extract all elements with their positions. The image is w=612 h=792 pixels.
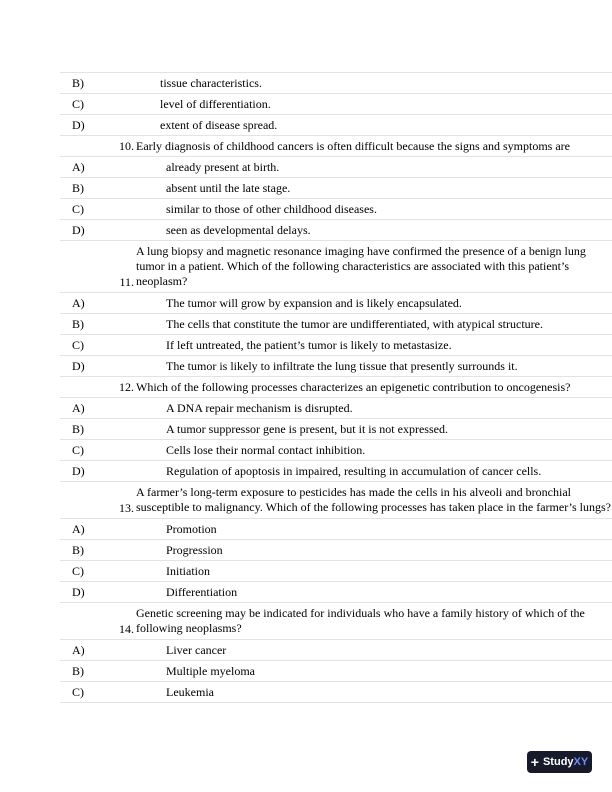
option-row [60,293,612,314]
option-label: A) [60,157,136,178]
option-text: Liver cancer [136,640,612,661]
option-text: Differentiation [136,582,612,603]
option-label: A) [60,398,136,419]
option-row [60,682,612,703]
option-label: C) [60,199,136,220]
option-text: absent until the late stage. [136,178,612,199]
question-stem: Which of the following processes characterizes an epigenetic contribution to oncogenesis? [136,377,612,398]
question-row [60,241,612,293]
option-label: B) [60,73,136,94]
option-label: B) [60,419,136,440]
question-row [60,136,612,157]
option-row [60,540,612,561]
question-row [60,603,612,640]
logo-text-suffix: XY [573,756,589,768]
option-row [60,398,612,419]
option-text: A tumor suppressor gene is present, but it is not expressed. [136,419,612,440]
question-row [60,482,612,519]
option-row [60,661,612,682]
question-stem: Early diagnosis of childhood cancers is often difficult because the signs and symptoms are [136,136,612,157]
option-text: The tumor will grow by expansion and is likely encapsulated. [136,293,612,314]
option-text: similar to those of other childhood diseases. [136,199,612,220]
option-text: Multiple myeloma [136,661,612,682]
logo-text [543,756,588,768]
option-text: Promotion [136,519,612,540]
studyxy-logo[interactable] [527,751,592,773]
option-row [60,461,612,482]
option-label: C) [60,335,136,356]
option-label: A) [60,519,136,540]
option-text: Cells lose their normal contact inhibition. [136,440,612,461]
question-number: 11. [60,241,136,293]
question-stem: Genetic screening may be indicated for individuals who have a family history of which of the following neoplasms? [136,603,612,640]
option-text: A DNA repair mechanism is disrupted. [136,398,612,419]
plus-icon: + [530,754,539,770]
option-row [60,356,612,377]
option-text: Regulation of apoptosis in impaired, resulting in accumulation of cancer cells. [136,461,612,482]
question-number: 10. [60,136,136,157]
option-text: The tumor is likely to infiltrate the lung tissue that presently surrounds it. [136,356,612,377]
option-label: B) [60,314,136,335]
option-label: B) [60,661,136,682]
option-text: extent of disease spread. [136,115,612,136]
option-row [60,73,612,94]
option-label: D) [60,461,136,482]
option-text: Progression [136,540,612,561]
option-row [60,519,612,540]
option-text: Initiation [136,561,612,582]
question-number: 13. [60,482,136,519]
option-label: C) [60,561,136,582]
option-row [60,335,612,356]
option-label: D) [60,115,136,136]
option-label: B) [60,178,136,199]
option-row [60,115,612,136]
option-text: level of differentiation. [136,94,612,115]
option-text: The cells that constitute the tumor are undifferentiated, with atypical structure. [136,314,612,335]
question-stem: A farmer’s long-term exposure to pesticides has made the cells in his alveoli and bronchial susceptible to malignancy. Which of the following processes has taken place in the farmer’s lungs? [136,482,612,519]
option-row [60,561,612,582]
option-label: A) [60,293,136,314]
option-label: A) [60,640,136,661]
option-label: C) [60,94,136,115]
option-row [60,582,612,603]
question-number: 14. [60,603,136,640]
question-number: 12. [60,377,136,398]
option-label: B) [60,540,136,561]
option-row [60,314,612,335]
logo-text-prefix: Study [542,756,574,768]
question-stem: A lung biopsy and magnetic resonance imaging have confirmed the presence of a benign lung tumor in a patient. Which of the following characteristics are associated with this patient’s neoplasm? [136,241,612,293]
option-row [60,440,612,461]
option-text: seen as developmental delays. [136,220,612,241]
option-label: D) [60,582,136,603]
option-text: Leukemia [136,682,612,703]
option-row [60,640,612,661]
question-row [60,377,612,398]
option-row [60,178,612,199]
option-label: D) [60,220,136,241]
option-label: D) [60,356,136,377]
option-row [60,94,612,115]
option-label: C) [60,682,136,703]
question-table [60,72,612,703]
option-row [60,220,612,241]
option-text: already present at birth. [136,157,612,178]
option-text: If left untreated, the patient’s tumor is likely to metastasize. [136,335,612,356]
option-row [60,199,612,220]
option-text: tissue characteristics. [136,73,612,94]
option-row [60,157,612,178]
option-row [60,419,612,440]
option-label: C) [60,440,136,461]
